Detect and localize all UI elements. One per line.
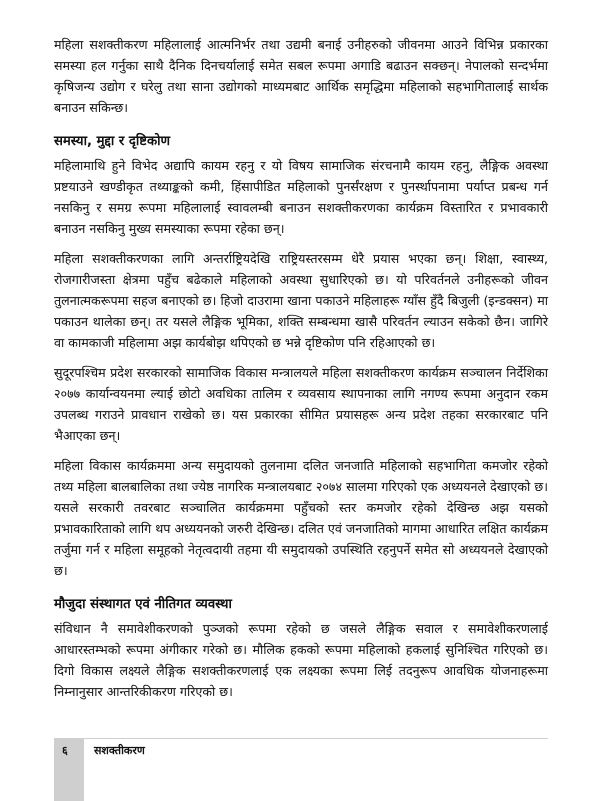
section-heading-institutional: मौजुदा संस्थागत एवं नीतिगत व्यवस्था — [54, 597, 232, 612]
paragraph: सुदूरपश्चिम प्रदेश सरकारको सामाजिक विकास मन्त्रालयले महिला सशक्तीकरण कार्यक्रम सञ्चालन निर्देशिका २०७७ कार्यान्वयनमा ल्याई छोटो अवधिका तालिम र व्यवसाय स्थापनाका लागि नगण्य रूपमा अनुदान रकम उपलब्ध गराउने प्रावधान राखेको छ। यस प्रकारका सीमित प्रयासहरू अन्य प्रदेश तहका सरकारबाट पनि भैआएका छन्। — [54, 365, 548, 443]
paragraph: महिला विकास कार्यक्रममा अन्य समुदायको तुलनामा दलित जनजाति महिलाको सहभागिता कमजोर रहेको तथ्य महिला बालबालिका तथा ज्येष्ठ नागरिक मन्त्रालयबाट २०७४ सालमा गरिएको एक अध्ययनले देखाएको छ। यसले सरकारी तवरबाट सञ्चालित कार्यक्रममा पहुँचको स्तर कमजोर रहेको देखिन्छ अझ यसको प्रभावकारिताको लागि थप अध्ययनको जरुरी देखिन्छ। दलित एवं जनजातिको मागमा आधारित लक्षित कार्यक्रम तर्जुमा गर्न र महिला समूहको नेतृत्वदायी तहमा यी समुदायको उपस्थिति रहनुपर्ने समेत सो अध्ययनले देखाएको छ। — [54, 458, 548, 578]
footer-shade-box — [54, 739, 84, 801]
intro-paragraph: महिला सशक्तीकरण महिलालाई आत्मनिर्भर तथा उद्यमी बनाई उनीहरुको जीवनमा आउने विभिन्न प्रकारका समस्या हल गर्नुका साथै दैनिक दिनचर्यालाई समेत सबल रूपमा अगाडि बढाउन सक्छन्। नेपालको सन्दर्भमा कृषिजन्य उद्योग र घरेलु तथा साना उद्योगको माध्यमबाट आर्थिक समृद्धिमा महिलाको सहभागितालाई सार्थक बनाउन सकिन्छ। — [54, 37, 548, 115]
running-title: सशक्तीकरण — [94, 744, 145, 757]
paragraph: महिलामाथि हुने विभेद अद्यापि कायम रहनु र यो विषय सामाजिक संरचनामै कायम रहनु, लैङ्गिक अवस्था प्रष्टयाउने खण्डीकृत तथ्याङ्कको कमी, हिंसापीडित महिलाको पुनर्संरक्षण र पुनर्स्थापनामा पर्याप्त प्रबन्ध गर्न नसकिनु र समग्र रूपमा महिलालाई स्वावलम्बी बनाउन सशक्तीकरणका कार्यक्रम विस्तारित र प्रभावकारी बनाउन नसकिनु मुख्य समस्याका रूपमा रहेका छन्। — [54, 158, 548, 236]
paragraph: संविधान नै समावेशीकरणको पुञ्जको रूपमा रहेको छ जसले लैङ्गिक सवाल र समावेशीकरणलाई आधारस्तम्भको रूपमा अंगीकार गरेको छ। मौलिक हकको रूपमा महिलाको हकलाई सुनिश्चित गरिएको छ। दिगो विकास लक्ष्यले लैङ्गिक सशक्तीकरणलाई एक लक्ष्यका रूपमा लिई तदनुरूप आवधिक योजनाहरूमा निम्नानुसार आन्तरिकीकरण गरिएको छ। — [54, 621, 548, 699]
page-body — [54, 34, 548, 711]
page-footer — [54, 738, 548, 801]
paragraph: महिला सशक्तीकरणका लागि अन्तर्राष्ट्रियदेखि राष्ट्रियस्तरसम्म धेरै प्रयास भएका छन्। शिक्षा, स्वास्थ्य, रोजगारीजस्ता क्षेत्रमा पहुँच बढेकाले महिलाको अवस्था सुधारिएको छ। यो परिवर्तनले उनीहरूको जीवन तुलनात्मकरूपमा सहज बनाएको छ। हिजो दाउरामा खाना पकाउने महिलाहरू ग्याँस हुँदै बिजुली (इन्डक्सन) मा पकाउन थालेका छन्। तर यसले लैङ्गिक भूमिका, शक्ति सम्बन्धमा खासै परिवर्तन ल्याउन सकेको छैन। जागिरे वा कामकाजी महिलामा अझ कार्यबोझ थपिएको छ भन्ने दृष्टिकोण पनि रहिआएको छ। — [54, 251, 548, 350]
section-heading-problems: समस्या, मुद्दा र दृष्टिकोण — [54, 134, 171, 149]
page-number: ६ — [62, 744, 68, 757]
